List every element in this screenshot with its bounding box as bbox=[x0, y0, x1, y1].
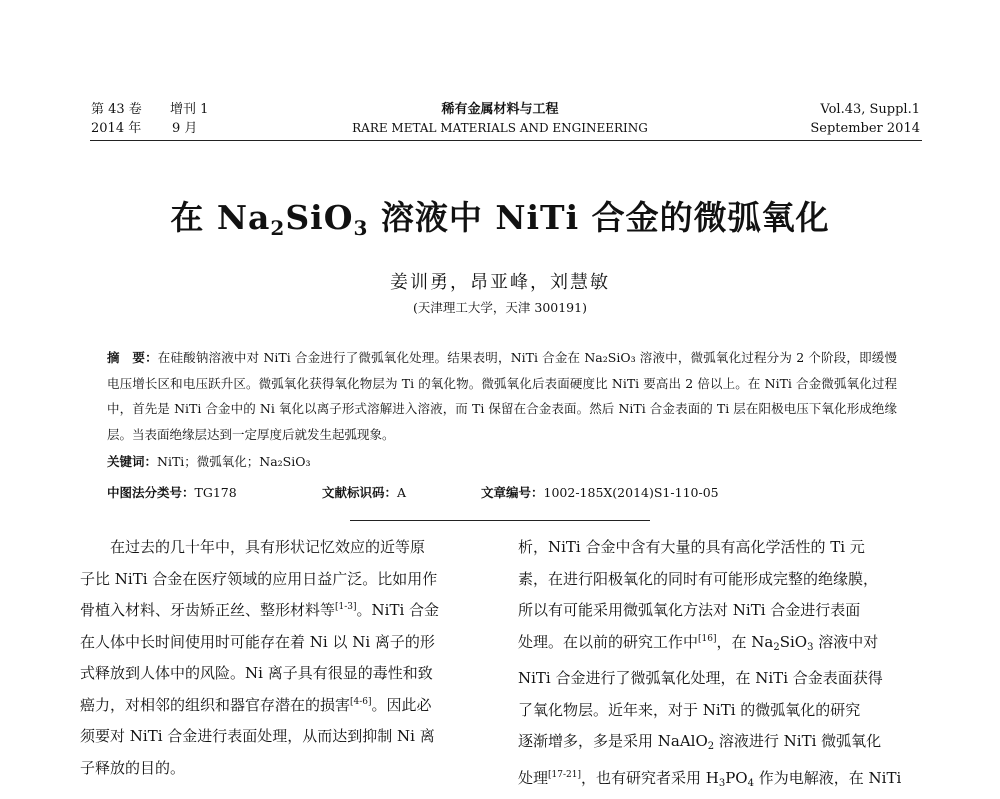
journal-name-cn: 稀有金属材料与工程 bbox=[380, 101, 620, 118]
body-text: 处理 bbox=[518, 769, 548, 787]
keywords-label: 关键词： bbox=[107, 454, 157, 469]
subscript: 3 bbox=[807, 642, 813, 653]
body-line: 子释放的目的。 bbox=[80, 753, 500, 785]
volume-en: Vol.43, Suppl.1 bbox=[740, 101, 920, 118]
document-code bbox=[322, 483, 406, 501]
clc-number bbox=[107, 483, 237, 501]
body-line: 在人体中长时间使用时可能存在着 Ni 以 Ni 离子的形 bbox=[80, 627, 500, 659]
body-line: 析，NiTi 合金中含有大量的具有高化学活性的 Ti 元 bbox=[518, 532, 928, 564]
citation: [17-21] bbox=[548, 770, 581, 780]
title-part: SiO bbox=[285, 198, 353, 237]
body-text: 。NiTi 合金 bbox=[357, 601, 440, 619]
body-line: 在过去的几十年中，具有形状记忆效应的近等原 bbox=[80, 532, 500, 564]
body-text: 。因此必 bbox=[372, 696, 432, 714]
volume-cn: 第 43 卷 bbox=[91, 101, 142, 118]
section-rule bbox=[350, 520, 650, 521]
body-line: 所以有可能采用微弧氧化方法对 NiTi 合金进行表面 bbox=[518, 595, 928, 627]
subscript: 2 bbox=[773, 642, 779, 653]
abstract bbox=[107, 345, 897, 447]
citation: [4-6] bbox=[350, 697, 372, 707]
article-value: 1002-185X(2014)S1-110-05 bbox=[544, 485, 719, 500]
article-label: 文章编号： bbox=[481, 485, 544, 500]
body-line bbox=[80, 690, 500, 722]
journal-name-en: RARE METAL MATERIALS AND ENGINEERING bbox=[330, 120, 670, 137]
body-line bbox=[518, 726, 928, 763]
year-cn: 2014 年 bbox=[91, 120, 141, 137]
abstract-label: 摘 要： bbox=[107, 350, 158, 365]
body-line: 了氧化物层。近年来，对于 NiTi 的微弧氧化的研究 bbox=[518, 695, 928, 727]
body-left-column bbox=[80, 532, 500, 784]
paper-title bbox=[0, 192, 1000, 240]
doc-label: 文献标识码： bbox=[322, 485, 397, 500]
keywords bbox=[107, 452, 311, 470]
body-line: 子比 NiTi 合金在医疗领域的应用日益广泛。比如用作 bbox=[80, 564, 500, 596]
citation: [1-3] bbox=[335, 602, 357, 612]
body-line: 式释放到人体中的风险。Ni 离子具有很显的毒性和致 bbox=[80, 658, 500, 690]
body-line: 须要对 NiTi 合金进行表面处理，从而达到抑制 Ni 离 bbox=[80, 721, 500, 753]
clc-label: 中图法分类号： bbox=[107, 485, 195, 500]
supplement-cn: 增刊 1 bbox=[170, 101, 208, 118]
clc-value: TG178 bbox=[195, 485, 237, 500]
abstract-text: 在硅酸钠溶液中对 NiTi 合金进行了微弧氧化处理。结果表明，NiTi 合金在 Na₂SiO₃ 溶液中，微弧氧化过程分为 2 个阶段，即缓慢电压增长区和电压跃升区。微弧氧化获得氧化物层为 Ti 的氧化物。微弧氧化后表面硬度比 NiTi 要高出 2 倍以上。在 NiTi 合金微弧氧化过程中，首先是 NiTi 合金中的 Ni 氧化以离子形式溶解进入溶液，而 Ti 保留在合金表面。然后 NiTi 合金表面的 Ti 层在阳极电压下氧化形成绝缘层。当表面绝缘层达到一定厚度后就发生起弧现象。 bbox=[107, 350, 897, 442]
body-line bbox=[80, 595, 500, 627]
citation: [16] bbox=[698, 634, 716, 644]
subscript: 2 bbox=[708, 741, 714, 752]
body-text: 溶液进行 NiTi 微弧氧化 bbox=[714, 732, 881, 750]
body-line bbox=[518, 627, 928, 664]
body-text: 癌力，对相邻的组织和器官存潜在的损害 bbox=[80, 696, 350, 714]
body-text: 作为电解液，在 NiTi bbox=[754, 769, 901, 787]
month-cn: 9 月 bbox=[172, 120, 197, 137]
body-line: 素，在进行阳极氧化的同时有可能形成完整的绝缘膜， bbox=[518, 564, 928, 596]
body-line bbox=[518, 763, 928, 799]
authors: 姜训勇，昂亚峰，刘慧敏 bbox=[0, 268, 1000, 294]
keywords-text: NiTi；微弧氧化；Na₂SiO₃ bbox=[157, 454, 311, 469]
body-right-column bbox=[518, 532, 928, 799]
header-rule bbox=[90, 140, 922, 141]
body-text: PO bbox=[725, 769, 747, 787]
title-sub: 2 bbox=[270, 216, 285, 240]
title-part: 在 Na bbox=[170, 198, 270, 237]
body-line: NiTi 合金进行了微弧氧化处理，在 NiTi 合金表面获得 bbox=[518, 663, 928, 695]
body-text: ，在 Na bbox=[717, 633, 774, 651]
article-number bbox=[481, 483, 719, 501]
body-text: 骨植入材料、牙齿矫正丝、整形材料等 bbox=[80, 601, 335, 619]
body-text: 逐渐增多，多是采用 NaAlO bbox=[518, 732, 708, 750]
subscript: 4 bbox=[748, 778, 754, 789]
body-text: SiO bbox=[780, 633, 807, 651]
body-text: 溶液中对 bbox=[813, 633, 878, 651]
subscript: 3 bbox=[719, 778, 725, 789]
affiliation: (天津理工大学，天津 300191) bbox=[0, 298, 1000, 316]
title-sub: 3 bbox=[353, 216, 368, 240]
doc-value: A bbox=[397, 485, 406, 500]
body-text: ，也有研究者采用 H bbox=[581, 769, 719, 787]
date-en: September 2014 bbox=[740, 120, 920, 137]
title-part: 溶液中 NiTi 合金的微弧氧化 bbox=[368, 198, 829, 237]
body-text: 处理。在以前的研究工作中 bbox=[518, 633, 698, 651]
